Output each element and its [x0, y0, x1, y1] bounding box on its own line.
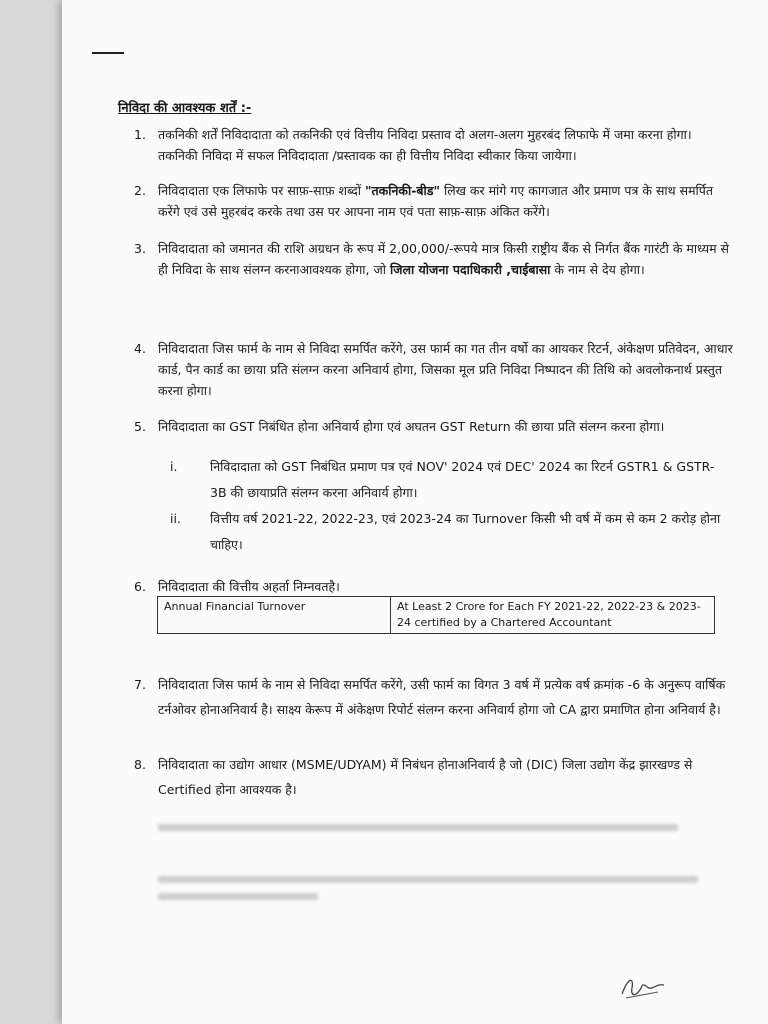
table-cell-label: Annual Financial Turnover: [158, 597, 391, 634]
condition-item-2: [134, 180, 734, 222]
item-text: निविदादाता जिस फार्म के नाम से निविदा समर्पित करेंगे, उसी फार्म का विगत 3 वर्ष में प्रत्येक वर्ष क्रमांक -6 के अनुरूप वार्षिक टर्नओवर होनाअनिवार्य है। साक्ष्य केरूप में अंकेक्षण रिपोर्ट संलग्न करना अनिवार्य होगा जो CA द्वारा प्रमाणित होना अनिवार्य है।: [158, 677, 726, 717]
sub-item-text: वित्तीय वर्ष 2021-22, 2022-23, एवं 2023-24 का Turnover किसी भी वर्ष में कम से कम 2 करोड़ होना चाहिए।: [210, 511, 721, 552]
sub-item-text: निविदादाता को GST निबंधित प्रमाण पत्र एवं NOV' 2024 एवं DEC' 2024 का रिटर्न GSTR1 & GSTR-3B की छायाप्रति संलग्न करना अनिवार्य होगा।: [210, 459, 715, 500]
condition-item-7: [134, 672, 734, 722]
condition-item-4: [134, 338, 734, 401]
document-page: [62, 0, 768, 1024]
condition-item-1: [134, 124, 734, 166]
table-row: [158, 597, 715, 634]
bold-phrase: जिला योजना पदाधिकारी ,चाईबासा: [389, 262, 551, 277]
item-number: 6.: [134, 579, 146, 594]
item-text: निविदादाता का GST निबंधित होना अनिवार्य होगा एवं अघतन GST Return की छाया प्रति संलग्न करना होगा।: [158, 419, 665, 434]
condition-item-6: [134, 576, 734, 597]
faded-bleedthrough-text: [134, 818, 734, 838]
signature-mark: [618, 972, 666, 1002]
item-text: निविदादाता जिस फार्म के नाम से निविदा समर्पित करेंगे, उस फार्म का गत तीन वर्षो का आयकर रिटर्न, अंकेक्षण प्रतिवेदन, आधार कार्ड, पैन कार्ड का छाया प्रति संलग्न करना अनिवार्य होगा, जिसका मूल प्रति निविदा निष्पादन की तिथि को अवलोकनार्थ प्रस्तुत करना होगा।: [158, 341, 733, 398]
item-number: 8.: [134, 757, 146, 772]
item-number: 1.: [134, 127, 146, 142]
item-number: 2.: [134, 183, 146, 198]
section-heading: निविदा की आवश्यक शर्तें :-: [118, 101, 252, 116]
item-text: निविदादाता का उद्योग आधार (MSME/UDYAM) में निबंधन होनाअनिवार्य है जो (DIC) जिला उद्योग केंद्र झारखण्ड से Certified होना आवश्यक है।: [158, 757, 693, 797]
faded-bleedthrough-text: [134, 870, 734, 908]
item-text: निविदादाता एक लिफाफे पर साफ़-साफ़ शब्दों "तकनिकी-बीड" लिख कर मांगे गए कागजात और प्रमाण पत्र के साथ समर्पित करेंगे एवं उसे मुहरबंद करके तथा उस पर आपना नाम एवं पता साफ़-साफ़ अंकित करेंगे।: [158, 183, 714, 219]
sub-item-number: i.: [170, 459, 178, 474]
sub-item-ii: [170, 506, 730, 558]
item-text: निविदादाता की वित्तीय अहर्ता निम्नवतहै।: [158, 579, 340, 594]
item-text: निविदादाता को जमानत की राशि अग्रधन के रूप में 2,00,000/-रूपये मात्र किसी राष्ट्रीय बैंक से निर्गत बैंक गारंटी के माध्यम से ही निविदा के साथ संलग्न करनाआवश्यक होगा, जो जिला योजना पदाधिकारी ,चाईबासा के नाम से देय होगा।: [158, 241, 729, 277]
item-number: 5.: [134, 419, 146, 434]
item-number: 3.: [134, 241, 146, 256]
financial-turnover-table: [157, 596, 715, 634]
table-cell-value: At Least 2 Crore for Each FY 2021-22, 2022-23 & 2023-24 certified by a Chartered Accountant: [391, 597, 715, 634]
item-number: 4.: [134, 341, 146, 356]
top-dash-mark: [92, 52, 124, 54]
sub-item-number: ii.: [170, 511, 181, 526]
condition-item-8: [134, 752, 734, 802]
sub-item-i: [170, 454, 730, 506]
item-text: तकनिकी शर्तें निविदादाता को तकनिकी एवं वित्तीय निविदा प्रस्ताव दो अलग-अलग मुहरबंद लिफाफे में जमा करना होगा। तकनिकी निविदा में सफल निविदादाता /प्रस्तावक का ही वित्तीय निविदा स्वीकार किया जायेगा।: [158, 127, 692, 163]
item-number: 7.: [134, 677, 146, 692]
condition-item-5: [134, 416, 734, 437]
bold-phrase: "तकनिकी-बीड": [364, 183, 440, 198]
condition-item-3: [134, 238, 734, 280]
